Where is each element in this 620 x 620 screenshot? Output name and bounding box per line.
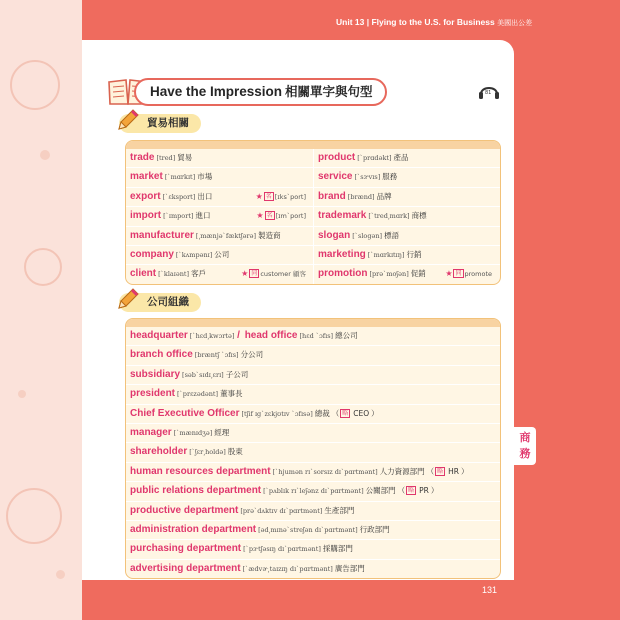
table-row	[126, 226, 500, 245]
side-tab-business	[514, 427, 536, 465]
title-en: Have the Impression	[150, 84, 283, 99]
vocab-term: public relations department	[130, 485, 262, 497]
vocab-ipa: [tʃif ɪgˋzɛkjʊtɪv ˋɔfɪsə]	[241, 409, 313, 418]
title-zh: 相關單字與句型	[285, 85, 373, 99]
vocab-translation: 總裁	[314, 408, 330, 418]
vocab-ipa: [prəˋmoʃən]	[369, 270, 409, 279]
vocab-ipa: [ˋɛksport]	[162, 192, 196, 201]
page-number: 131	[482, 585, 498, 595]
vocab-translation: 出口	[197, 191, 213, 201]
abbr-tag: 略	[437, 467, 444, 475]
vocab-translation: 廣告部門	[334, 563, 365, 573]
decor-dot	[40, 150, 50, 160]
vocab-ipa: [ˋpʌblɪk rɪˋleʃənz dɪˋpɑrtmənt]	[263, 487, 364, 496]
vocab-translation: 促銷	[410, 269, 426, 279]
table-row	[126, 149, 500, 167]
vocab-entry	[318, 246, 496, 264]
vocab-entry	[130, 265, 310, 283]
vocab-ipa: [ˋhjumən rɪˋsorsɪz dɪˋpɑrtmənt]	[272, 467, 378, 476]
table-row	[126, 501, 500, 520]
vocab-translation: 經理	[214, 427, 230, 437]
vocab-ipa: [səbˋsɪdɪ͵ɛrɪ]	[182, 370, 224, 379]
table-row	[126, 462, 500, 481]
vocab-entry	[130, 168, 310, 186]
table-row	[126, 365, 500, 384]
vocab-ipa: [ˋprɑdəkt]	[357, 154, 392, 162]
vocab-ipa: [ˋʃɛr͵holdə]	[189, 448, 226, 457]
vocab-translation: 商標	[411, 211, 427, 221]
abbr-text: CEO	[353, 408, 370, 418]
vocab-entry	[130, 443, 496, 461]
title-pill	[134, 78, 387, 106]
vocab-entry	[130, 346, 496, 364]
vocab-entry	[130, 227, 310, 245]
vocab-term: headquarter	[130, 330, 188, 341]
table-row	[126, 206, 500, 225]
vocab-term: advertising department	[130, 562, 241, 574]
star-icon: ★	[445, 269, 453, 279]
vocab-ipa: [əd͵mɪnəˋstreʃən dɪˋpɑrtmənt]	[258, 525, 358, 534]
vocab-term: human resources department	[130, 465, 271, 477]
vocab-term: productive department	[130, 504, 239, 516]
vocab-term: shareholder	[130, 446, 188, 458]
vocab-entry	[130, 424, 496, 442]
decor-circle	[10, 60, 60, 110]
vocab-ipa: [ˋsɝvɪs]	[354, 173, 381, 182]
vocab-term: subsidiary	[130, 368, 181, 380]
vocab-ipa: [ˋpɝtʃəsɪŋ dɪˋpɑrtmənt]	[243, 545, 321, 554]
table-row	[126, 384, 500, 403]
side-tab-text: 商務	[519, 431, 531, 460]
vocab-translation: 分公司	[240, 350, 264, 360]
vocab-translation: 進口	[195, 211, 211, 221]
table-row	[126, 423, 500, 442]
vocab-term: client	[130, 268, 157, 280]
vocab-ipa: [ˋtred͵mɑrk]	[368, 212, 410, 221]
vocab-term: marketing	[318, 248, 366, 260]
pencil-icon	[115, 107, 141, 133]
table-row	[126, 187, 500, 206]
table-row	[126, 520, 500, 539]
table-row	[126, 404, 500, 423]
decor-circle	[24, 248, 62, 286]
vocab-translation: 標語	[384, 230, 400, 240]
vocab-translation: 市場	[197, 172, 213, 182]
vocab-entry	[318, 227, 496, 245]
note-text: promote	[464, 270, 492, 279]
vocab-translation: 服務	[382, 172, 398, 182]
vocab-translation: 客戶	[191, 269, 207, 279]
vocab-term: company	[130, 248, 174, 260]
vocab-ipa: [ˋmænɪdʒə]	[173, 428, 213, 437]
abbr-open: （	[426, 466, 435, 476]
vocab-term: promotion	[318, 268, 368, 280]
vocab-entry	[318, 149, 496, 167]
section-label-company	[119, 293, 201, 312]
vocab-term: import	[130, 210, 162, 222]
vocab-term: brand	[318, 190, 346, 202]
vocab-ipa: [prəˋdʌktɪv dɪˋpɑrtmənt]	[240, 506, 323, 515]
vocab-entry	[318, 207, 496, 225]
unit-header	[336, 17, 532, 28]
vocab-ipa: [ˋædvɚ͵taɪzɪŋ dɪˋpɑrtmənt]	[242, 564, 333, 573]
abbr-tag: 略	[342, 409, 349, 417]
vocab-entry	[130, 246, 310, 264]
vocab-translation: 股東	[227, 447, 243, 457]
vocab-ipa: [bræntʃ ˋɔfɪs]	[194, 351, 239, 360]
vocab-note	[256, 188, 306, 206]
vocab-ipa: [ˋprɛzədənt]	[177, 390, 219, 399]
vocab-term: manufacturer	[130, 229, 194, 241]
unit-title: Unit 13 | Flying to the U.S. for Business	[336, 17, 495, 27]
table-row	[126, 559, 500, 578]
note-text: [ɪmˋport]	[275, 212, 306, 221]
vocab-ipa: [ˋkʌmpənɪ]	[175, 250, 213, 259]
vocab-ipa: [ˋhɛd͵kwɔrtə]	[189, 332, 235, 340]
abbr-open: （	[331, 408, 340, 418]
vocab-entry	[130, 188, 310, 206]
trade-vocab-table	[125, 140, 501, 285]
vocab-entry	[318, 265, 496, 283]
decor-dot	[56, 570, 65, 579]
vocab-separator: /	[234, 330, 243, 341]
note-tag: 同	[251, 270, 258, 278]
vocab-translation: 董事長	[220, 389, 243, 399]
section-label-text: 貿易相關	[147, 117, 189, 129]
vocab-entry	[318, 168, 496, 186]
vocab-entry	[130, 405, 496, 423]
vocab-ipa: [tred]	[156, 154, 176, 162]
vocab-translation: 行政部門	[359, 524, 390, 534]
vocab-term: president	[130, 388, 176, 400]
vocab-entry	[318, 188, 496, 206]
vocab-ipa: [ˋklaɪənt]	[158, 270, 190, 279]
vocab-term: trademark	[318, 210, 367, 222]
vocab-term: export	[130, 190, 161, 202]
vocab-translation: 公司	[214, 249, 230, 259]
table-row	[126, 481, 500, 500]
star-icon: ★	[256, 211, 264, 221]
vocab-term: slogan	[318, 229, 351, 241]
vocab-ipa-alt: [hɛd ˋɔfɪs]	[299, 332, 334, 340]
vocab-ipa: [ˋɪmport]	[163, 212, 194, 221]
note-tag: 名	[266, 212, 273, 220]
vocab-term: trade	[130, 152, 155, 163]
vocab-entry	[130, 385, 496, 403]
vocab-entry	[130, 540, 496, 558]
star-icon: ★	[255, 191, 263, 201]
vocab-term: manager	[130, 426, 172, 438]
vocab-note	[241, 265, 306, 283]
vocab-entry	[130, 149, 310, 167]
vocab-term: product	[318, 152, 356, 163]
decor-dot	[18, 390, 26, 398]
note-tag: 同	[455, 270, 462, 278]
vocab-translation: 製造商	[258, 230, 281, 240]
vocab-translation: 貿易	[177, 153, 193, 162]
table-row	[126, 327, 500, 345]
vocab-entry	[130, 521, 496, 539]
vocab-ipa: [ˋmɑrkɪtɪŋ]	[367, 250, 405, 259]
vocab-translation: 子公司	[225, 369, 249, 379]
vocab-translation: 總公司	[335, 331, 358, 340]
vocab-ipa: [͵mænjəˋfæktʃərə]	[195, 231, 256, 240]
table-row	[126, 539, 500, 558]
vocab-note	[256, 207, 306, 225]
abbr-close: ）	[371, 408, 379, 418]
abbr-tag: 略	[408, 487, 415, 495]
star-icon: ★	[241, 269, 249, 279]
vocab-entry	[130, 560, 496, 578]
vocab-term: administration department	[130, 523, 257, 535]
vocab-ipa: [ˋmɑrkɪt]	[164, 173, 196, 182]
vocab-entry	[130, 327, 496, 345]
table-header-strip	[126, 319, 500, 327]
abbr-text: HR	[448, 466, 459, 476]
vocab-entry	[130, 502, 496, 520]
audio-track-badge[interactable]	[478, 82, 500, 104]
table-row	[126, 442, 500, 461]
pencil-icon	[115, 286, 141, 312]
unit-title-zh: 美國出公差	[497, 20, 533, 27]
table-row	[126, 167, 500, 186]
table-row	[126, 264, 500, 283]
section-label-text: 公司組織	[147, 296, 189, 308]
vocab-ipa: [brænd]	[347, 192, 375, 201]
vocab-translation: 品牌	[376, 191, 392, 201]
vocab-translation: 生產部門	[324, 505, 355, 515]
track-number: 81	[485, 90, 492, 96]
vocab-note	[445, 265, 492, 283]
note-tag: 名	[265, 192, 272, 200]
vocab-entry	[130, 463, 496, 481]
abbr-text: PR	[419, 486, 429, 496]
vocab-term: service	[318, 171, 353, 183]
vocab-entry	[130, 207, 310, 225]
vocab-term: branch office	[130, 349, 193, 361]
vocab-term: market	[130, 171, 163, 183]
table-row	[126, 345, 500, 364]
vocab-translation: 人力資源部門	[379, 466, 425, 476]
vocab-translation: 產品	[393, 153, 409, 162]
abbr-open: （	[397, 486, 406, 496]
vocab-term: purchasing department	[130, 543, 242, 555]
vocab-translation: 採購部門	[322, 544, 353, 554]
vocab-translation: 行銷	[406, 249, 422, 259]
vocab-ipa: [ˋslogən]	[352, 231, 383, 240]
note-text: [ɪksˋport]	[274, 192, 306, 201]
section-label-trade	[119, 114, 201, 133]
vocab-entry	[130, 366, 496, 384]
vocab-translation: 公關部門	[365, 486, 396, 496]
table-header-strip	[126, 141, 500, 149]
abbr-close: ）	[430, 486, 439, 496]
company-vocab-table	[125, 318, 501, 579]
note-text: customer 顧客	[260, 270, 306, 279]
vocab-entry	[130, 482, 496, 500]
vocab-term-alt: head office	[244, 330, 298, 341]
abbr-close: ）	[461, 466, 469, 476]
vocab-term: Chief Executive Officer	[130, 407, 240, 419]
decor-circle	[6, 488, 62, 544]
table-row	[126, 245, 500, 264]
